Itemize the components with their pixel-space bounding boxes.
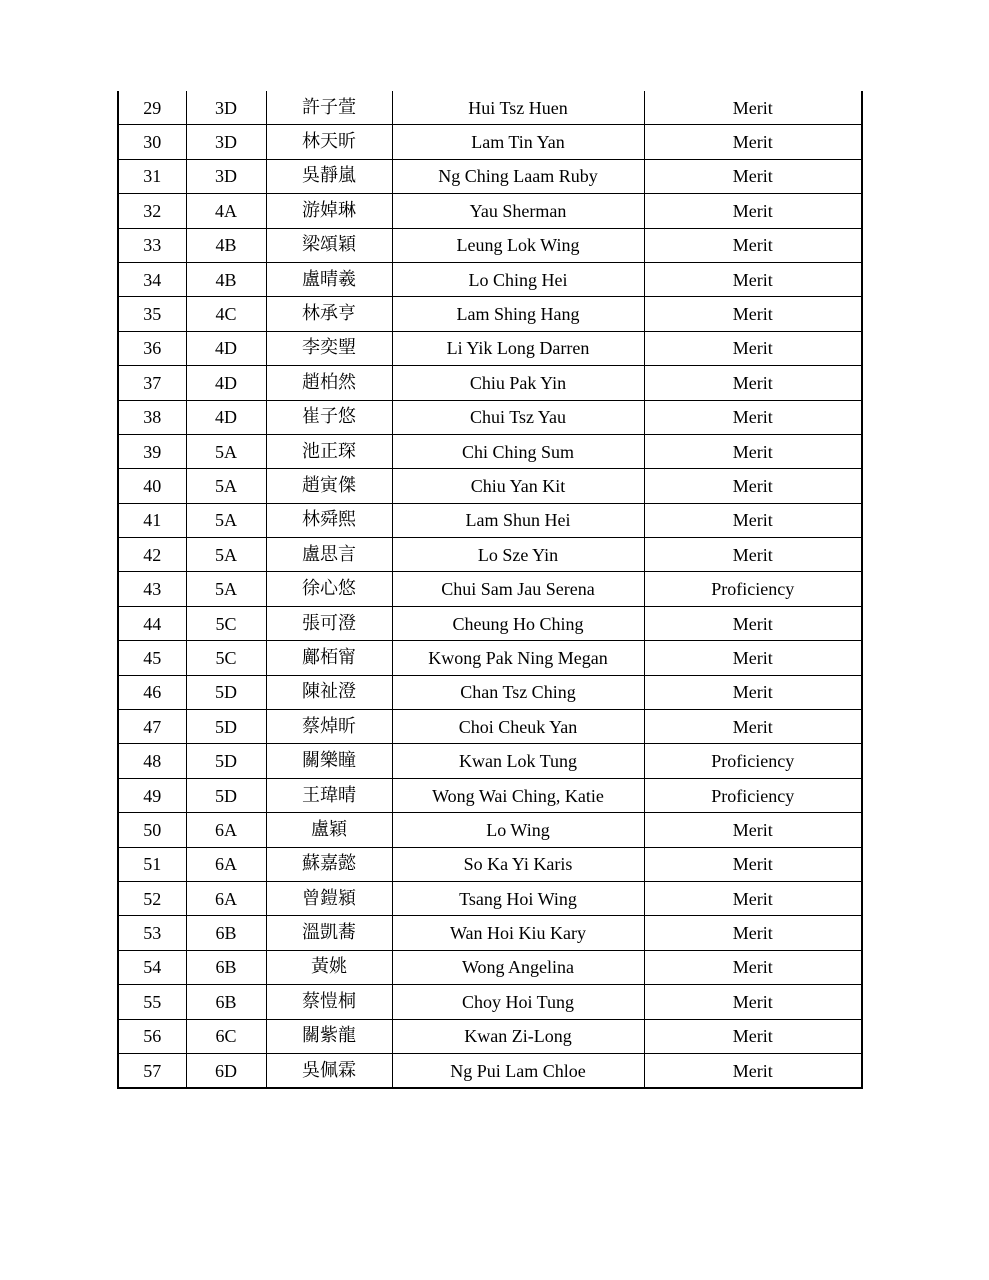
award-level: Merit [644,469,862,503]
chinese-name: 蔡焯昕 [266,710,392,744]
english-name: Ng Ching Laam Ruby [392,159,644,193]
english-name: Chiu Pak Yin [392,366,644,400]
award-level: Merit [644,606,862,640]
english-name: Wan Hoi Kiu Kary [392,916,644,950]
english-name: Choy Hoi Tung [392,985,644,1019]
english-name: Lo Ching Hei [392,262,644,296]
table-row [118,1053,862,1088]
class-code: 4A [186,194,266,228]
english-name: Ng Pui Lam Chloe [392,1053,644,1088]
english-name: Yau Sherman [392,194,644,228]
award-level: Merit [644,194,862,228]
class-code: 5D [186,778,266,812]
table-row [118,916,862,950]
award-level: Merit [644,503,862,537]
chinese-name: 徐心悠 [266,572,392,606]
class-code: 4D [186,366,266,400]
award-level: Merit [644,985,862,1019]
english-name: Hui Tsz Huen [392,91,644,125]
chinese-name: 蔡愷桐 [266,985,392,1019]
award-level: Proficiency [644,778,862,812]
award-level: Merit [644,125,862,159]
class-code: 6B [186,950,266,984]
table-row [118,194,862,228]
english-name: Wong Wai Ching, Katie [392,778,644,812]
row-number: 53 [118,916,186,950]
table-row [118,434,862,468]
award-level: Merit [644,366,862,400]
english-name: Lam Shing Hang [392,297,644,331]
chinese-name: 盧穎 [266,813,392,847]
award-level: Merit [644,434,862,468]
row-number: 49 [118,778,186,812]
row-number: 31 [118,159,186,193]
class-code: 5A [186,572,266,606]
chinese-name: 趙寅傑 [266,469,392,503]
row-number: 51 [118,847,186,881]
class-code: 4C [186,297,266,331]
chinese-name: 張可澄 [266,606,392,640]
award-level: Merit [644,1019,862,1053]
english-name: Wong Angelina [392,950,644,984]
table-row [118,985,862,1019]
english-name: Choi Cheuk Yan [392,710,644,744]
row-number: 52 [118,881,186,915]
row-number: 29 [118,91,186,125]
english-name: Lam Tin Yan [392,125,644,159]
chinese-name: 陳祉澄 [266,675,392,709]
award-level: Merit [644,262,862,296]
award-level: Merit [644,813,862,847]
award-level: Merit [644,675,862,709]
class-code: 6A [186,881,266,915]
english-name: Chi Ching Sum [392,434,644,468]
row-number: 54 [118,950,186,984]
chinese-name: 趙柏然 [266,366,392,400]
class-code: 4B [186,228,266,262]
table-row [118,159,862,193]
english-name: Chui Sam Jau Serena [392,572,644,606]
table-row [118,641,862,675]
table-row [118,778,862,812]
english-name: Chiu Yan Kit [392,469,644,503]
row-number: 55 [118,985,186,1019]
english-name: Li Yik Long Darren [392,331,644,365]
award-level: Merit [644,847,862,881]
class-code: 3D [186,159,266,193]
award-level: Merit [644,916,862,950]
row-number: 44 [118,606,186,640]
table-row [118,606,862,640]
table-row [118,228,862,262]
table-row [118,710,862,744]
chinese-name: 許子萱 [266,91,392,125]
class-code: 6D [186,1053,266,1088]
award-level: Merit [644,91,862,125]
class-code: 5D [186,744,266,778]
english-name: Cheung Ho Ching [392,606,644,640]
table-row [118,400,862,434]
table-row [118,503,862,537]
class-code: 6A [186,847,266,881]
row-number: 45 [118,641,186,675]
chinese-name: 黃姚 [266,950,392,984]
row-number: 42 [118,538,186,572]
row-number: 34 [118,262,186,296]
award-level: Merit [644,710,862,744]
row-number: 37 [118,366,186,400]
row-number: 46 [118,675,186,709]
table-row [118,91,862,125]
chinese-name: 游婥琳 [266,194,392,228]
class-code: 5C [186,606,266,640]
class-code: 5A [186,538,266,572]
english-name: Chan Tsz Ching [392,675,644,709]
class-code: 4D [186,331,266,365]
award-level: Merit [644,1053,862,1088]
english-name: Lo Wing [392,813,644,847]
class-code: 6B [186,916,266,950]
chinese-name: 蘇嘉懿 [266,847,392,881]
award-level: Proficiency [644,572,862,606]
row-number: 47 [118,710,186,744]
table-row [118,744,862,778]
award-level: Merit [644,228,862,262]
chinese-name: 吳佩霖 [266,1053,392,1088]
chinese-name: 吳靜嵐 [266,159,392,193]
chinese-name: 關紫龍 [266,1019,392,1053]
row-number: 39 [118,434,186,468]
class-code: 5A [186,469,266,503]
table-row [118,675,862,709]
chinese-name: 盧晴羲 [266,262,392,296]
chinese-name: 鄺栢甯 [266,641,392,675]
row-number: 35 [118,297,186,331]
row-number: 50 [118,813,186,847]
table-row [118,881,862,915]
row-number: 36 [118,331,186,365]
row-number: 41 [118,503,186,537]
table-row [118,950,862,984]
chinese-name: 曾鎧潁 [266,881,392,915]
class-code: 3D [186,125,266,159]
chinese-name: 盧思言 [266,538,392,572]
chinese-name: 林天昕 [266,125,392,159]
class-code: 6B [186,985,266,1019]
row-number: 33 [118,228,186,262]
award-level: Merit [644,881,862,915]
english-name: So Ka Yi Karis [392,847,644,881]
table-row [118,262,862,296]
chinese-name: 崔子悠 [266,400,392,434]
chinese-name: 李奕朢 [266,331,392,365]
row-number: 38 [118,400,186,434]
table-row [118,538,862,572]
english-name: Kwan Zi-Long [392,1019,644,1053]
class-code: 6A [186,813,266,847]
class-code: 5A [186,503,266,537]
class-code: 5C [186,641,266,675]
table-row [118,366,862,400]
row-number: 30 [118,125,186,159]
chinese-name: 溫凱蕎 [266,916,392,950]
award-level: Merit [644,331,862,365]
row-number: 48 [118,744,186,778]
english-name: Chui Tsz Yau [392,400,644,434]
english-name: Leung Lok Wing [392,228,644,262]
chinese-name: 關樂瞳 [266,744,392,778]
class-code: 5D [186,675,266,709]
table-row [118,331,862,365]
row-number: 57 [118,1053,186,1088]
class-code: 5D [186,710,266,744]
english-name: Tsang Hoi Wing [392,881,644,915]
table-row [118,1019,862,1053]
award-level: Merit [644,400,862,434]
award-level: Merit [644,950,862,984]
english-name: Kwong Pak Ning Megan [392,641,644,675]
class-code: 5A [186,434,266,468]
award-level: Merit [644,159,862,193]
chinese-name: 池正琛 [266,434,392,468]
chinese-name: 梁頌穎 [266,228,392,262]
class-code: 4B [186,262,266,296]
chinese-name: 林舜熙 [266,503,392,537]
table-row [118,469,862,503]
row-number: 32 [118,194,186,228]
row-number: 40 [118,469,186,503]
award-level: Merit [644,538,862,572]
table-row [118,572,862,606]
chinese-name: 王瑋晴 [266,778,392,812]
table-row [118,813,862,847]
row-number: 56 [118,1019,186,1053]
results-table [117,91,863,1089]
row-number: 43 [118,572,186,606]
class-code: 3D [186,91,266,125]
table-row [118,847,862,881]
class-code: 6C [186,1019,266,1053]
award-level: Merit [644,297,862,331]
award-level: Proficiency [644,744,862,778]
english-name: Lam Shun Hei [392,503,644,537]
english-name: Kwan Lok Tung [392,744,644,778]
chinese-name: 林承亨 [266,297,392,331]
english-name: Lo Sze Yin [392,538,644,572]
class-code: 4D [186,400,266,434]
results-table-body [118,91,862,1088]
award-level: Merit [644,641,862,675]
table-row [118,125,862,159]
table-row [118,297,862,331]
